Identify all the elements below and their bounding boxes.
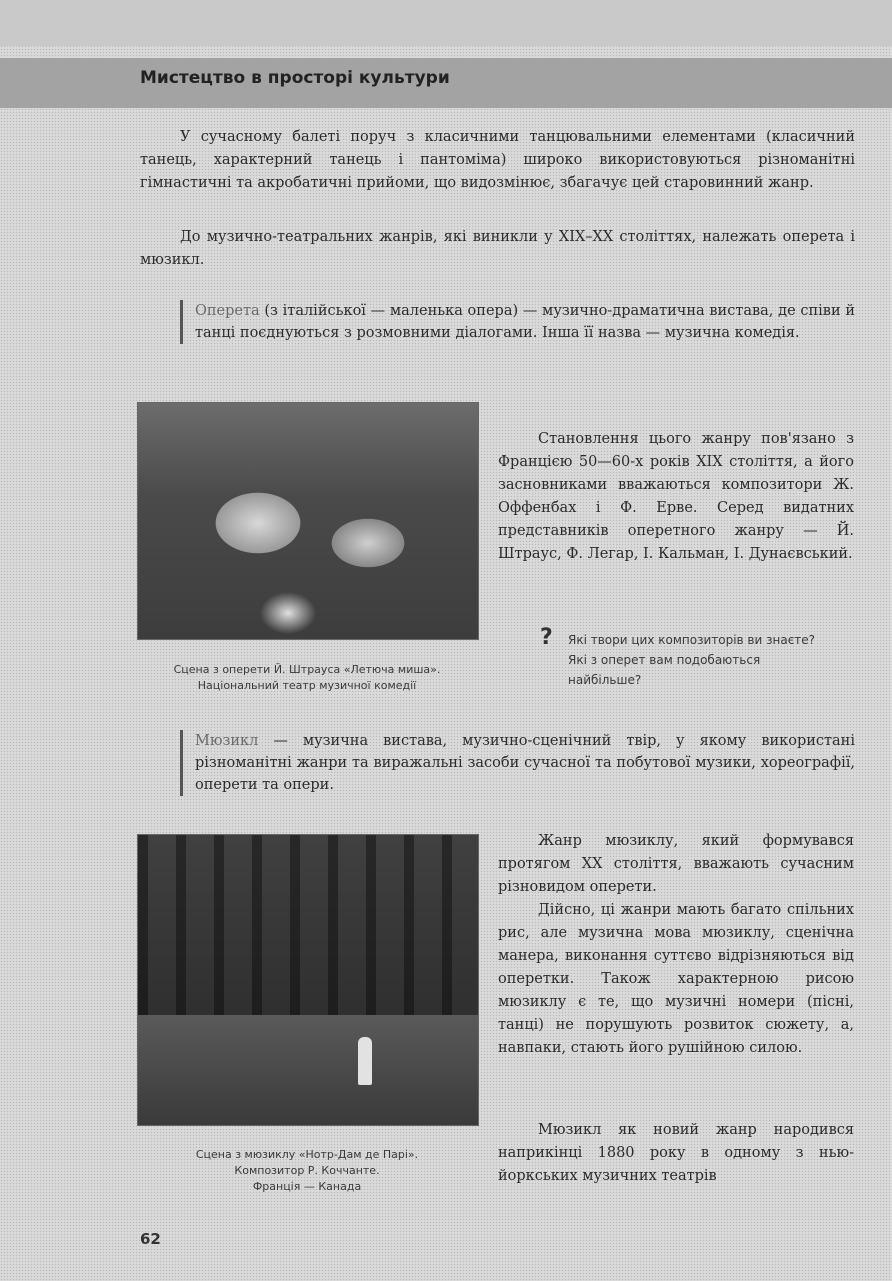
intro-paragraph-1: У сучасному балеті поруч з класичними танцювальними елементами (класичний танець, характерний танець і пантоміма) широко використовуються різноманітні гімнастичні та акробатичні прийоми, що видозмінює, збагачує цей старовинний жанр. [140, 129, 855, 191]
operetta-definition-text: (з італійської — маленька опера) — музично-драматична вистава, де співи й танці поєднуються з розмовними діалогами. Інша її назва — музична комедія. [195, 303, 855, 341]
musical-caption-line-1: Сцена з мюзиклу «Нотр-Дам де Парі». [195, 1148, 419, 1161]
musical-caption-line-2: Композитор Р. Коччанте. [234, 1164, 380, 1177]
musical-term: Мюзикл [195, 733, 259, 749]
musical-definition [180, 730, 855, 796]
musical-body-paragraph-1: Жанр мюзиклу, який формувався протягом XX століття, вважають сучасним різновидом оперети. [498, 833, 854, 895]
musical-photo-caption [137, 1147, 477, 1195]
operetta-scene-photo [137, 402, 479, 640]
question-text: Які твори цих композиторів ви знаєте? Які з оперет вам подобаються найбільше? [568, 633, 816, 687]
operetta-body-paragraph: Становлення цього жанру пов'язано з Францією 50—60-х років XIX століття, а його засновниками вважаються композитори Ж. Оффенбах і Ф. Ерве. Серед видатних представників оперетного жанру — Й. Штраус, Ф. Легар, І. Кальман, І. Дунаєвський. [498, 431, 854, 562]
page-top-margin [0, 0, 892, 46]
musical-body-paragraph-3: Мюзикл як новий жанр народився наприкінці 1880 року в одному з нью-йоркських музичних театрів [498, 1122, 854, 1184]
performer-figure [358, 1037, 372, 1085]
operetta-term: Оперета [195, 303, 260, 319]
musical-definition-text: — музична вистава, музично-сценічний твір, у якому використані різноманітні жанри та виражальні засоби сучасної та побутової музики, хореографії, оперети та опери. [195, 733, 855, 793]
intro-paragraph-2: До музично-театральних жанрів, які виникли у XIX–XX століттях, належать оперета і мюзикл. [140, 229, 855, 268]
stage-floor [138, 1015, 478, 1125]
musical-scene-photo [137, 834, 479, 1126]
question-mark-icon: ? [540, 625, 553, 650]
page-number: 62 [140, 1230, 161, 1248]
section-title: Мистецтво в просторі культури [140, 68, 450, 88]
musical-body-paragraph-2: Дійсно, ці жанри мають багато спільних рис, але музична мова мюзиклу, сценічна манера, виконання суттєво відрізняються від оперетки. Також характерною рисою мюзиклу є те, що музичні номери (пісні, танці) не порушують розвиток сюжету, а, навпаки, стають його рушійною силою. [498, 902, 854, 1056]
operetta-definition [180, 300, 855, 344]
operetta-photo-caption: Сцена з оперети Й. Штрауса «Летюча миша». Національний театр музичної комедії [173, 663, 441, 692]
musical-caption-line-3: Франція — Канада [252, 1180, 362, 1193]
